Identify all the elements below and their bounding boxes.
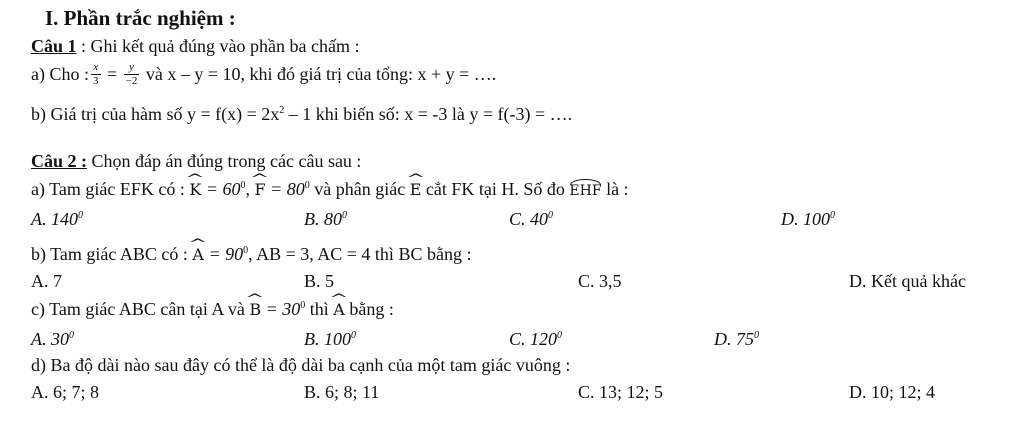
- question-2-text: Chọn đáp án đúng trong các câu sau :: [87, 151, 362, 171]
- degree-sign: 0: [342, 210, 347, 221]
- q2c-text-4: bằng :: [344, 299, 394, 319]
- question-2d: d) Ba độ dài nào sau đây có thể là độ dài ba cạnh của một tam giác vuông :: [31, 355, 571, 375]
- angle-ehf: EHF: [569, 183, 602, 199]
- angle-k: ^ K: [189, 182, 201, 198]
- angle-a: ^ A: [333, 302, 345, 318]
- option-d[interactable]: [781, 210, 835, 228]
- q1a-prefix: a) Cho :: [31, 64, 89, 84]
- question-2a: [31, 180, 629, 198]
- option-c[interactable]: [509, 330, 562, 348]
- degree-sign: 0: [754, 330, 759, 341]
- q2a-text-4: là :: [601, 179, 629, 199]
- option-b[interactable]: B. 6; 8; 11: [304, 382, 380, 402]
- option-label: A. 140: [31, 209, 78, 229]
- q1b-text: b) Giá trị của hàm số y = f(x) = 2x: [31, 104, 280, 124]
- option-c[interactable]: C. 3,5: [578, 271, 622, 291]
- fraction-denominator: −2: [125, 74, 138, 87]
- option-label: C. 40: [509, 209, 549, 229]
- angle-k-value: = 60: [201, 179, 241, 199]
- option-d[interactable]: D. Kết quả khác: [849, 271, 966, 291]
- angle-a-value: = 90: [203, 244, 244, 264]
- fraction-numerator: x: [91, 61, 101, 74]
- option-b[interactable]: B. 5: [304, 271, 335, 291]
- q2b-text-1: b) Tam giác ABC có :: [31, 244, 193, 264]
- q1b-rest: – 1 khi biến số: x = -3 là y = f(-3) = ….: [284, 104, 573, 124]
- option-c[interactable]: C. 13; 12; 5: [578, 382, 664, 402]
- degree-sign: 0: [557, 330, 563, 341]
- option-d[interactable]: D. 10; 12; 4: [849, 382, 936, 402]
- option-a[interactable]: A. 6; 7; 8: [31, 382, 100, 402]
- angle-f: ^ F: [254, 182, 265, 198]
- option-label: B. 80: [304, 209, 342, 229]
- degree-sign: 0: [304, 180, 310, 191]
- fraction-denominator: 3: [93, 74, 99, 87]
- q1a-suffix: và x – y = 10, khi đó giá trị của tổng: x + y = ….: [141, 64, 497, 84]
- question-2-label: Câu 2 :: [31, 151, 88, 171]
- angle-b-value: = 30: [261, 299, 301, 319]
- option-a[interactable]: A. 7: [31, 271, 62, 291]
- degree-sign: 0: [243, 245, 249, 256]
- q2c-text-3: thì: [305, 299, 334, 319]
- question-1-prompt: [31, 37, 359, 55]
- degree-sign: 0: [69, 330, 74, 341]
- fraction-x-over-3: [91, 61, 101, 86]
- question-1b: [31, 105, 572, 123]
- option-label: D. 100: [781, 209, 830, 229]
- option-b[interactable]: [304, 210, 347, 228]
- fraction-y-over-minus-2: [124, 61, 140, 86]
- option-label: D. 75: [714, 329, 754, 349]
- q1b-exponent: 2: [279, 105, 285, 116]
- separator: ,: [245, 179, 255, 199]
- section-heading: I. Phần trắc nghiệm :: [45, 6, 236, 30]
- degree-sign: 0: [240, 180, 246, 191]
- option-label: A. 30: [31, 329, 69, 349]
- question-1-text: : Ghi kết quả đúng vào phần ba chấm :: [76, 36, 360, 56]
- degree-sign: 0: [548, 210, 554, 221]
- degree-sign: 0: [300, 300, 306, 311]
- q2a-text-3: cắt FK tại H. Số đo: [421, 179, 570, 199]
- q1a-equals: =: [102, 64, 122, 84]
- question-1-label: Câu 1: [31, 36, 77, 56]
- question-2-prompt: [31, 152, 361, 170]
- question-2c: [31, 300, 394, 318]
- angle-e: ^ E: [410, 182, 422, 198]
- option-b[interactable]: [304, 330, 356, 348]
- fraction-numerator: y: [124, 61, 140, 74]
- angle-a: ^ A: [192, 247, 204, 263]
- option-a[interactable]: [31, 330, 74, 348]
- question-2b: [31, 245, 471, 263]
- degree-sign: 0: [351, 330, 356, 341]
- question-1a: [31, 61, 496, 87]
- q2b-text-3: , AB = 3, AC = 4 thì BC bằng :: [248, 244, 472, 264]
- option-a[interactable]: [31, 210, 83, 228]
- q2a-text-2: và phân giác: [309, 179, 410, 199]
- option-label: C. 120: [509, 329, 558, 349]
- option-c[interactable]: [509, 210, 553, 228]
- angle-b: ^ B: [249, 302, 261, 318]
- q2a-text-1: a) Tam giác EFK có :: [31, 179, 190, 199]
- option-label: B. 100: [304, 329, 351, 349]
- degree-sign: 0: [830, 210, 835, 221]
- option-d[interactable]: [714, 330, 759, 348]
- angle-f-value: = 80: [265, 179, 305, 199]
- degree-sign: 0: [78, 210, 83, 221]
- q2c-text-1: c) Tam giác ABC cân tại A và: [31, 299, 250, 319]
